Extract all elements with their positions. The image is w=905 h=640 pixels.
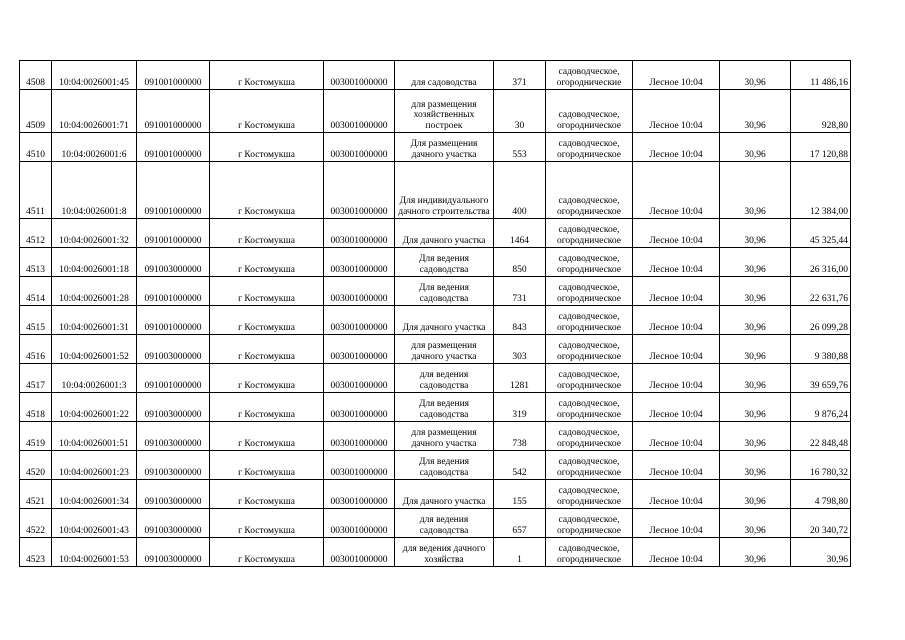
zone-cell: Лесное 10:04 [633, 133, 720, 162]
zone-cell: Лесное 10:04 [633, 61, 720, 90]
okato-code: 091001000000 [137, 90, 210, 133]
row-number: 4508 [20, 61, 52, 90]
oktmo-code: 003001000000 [324, 480, 395, 509]
zone-cell: Лесное 10:04 [633, 335, 720, 364]
cadastral-number: 10:04:0026001:34 [52, 480, 137, 509]
oktmo-code: 003001000000 [324, 451, 395, 480]
category-cell: садоводческое, огородническое [546, 219, 633, 248]
rate-cell: 30,96 [720, 162, 791, 219]
okato-code: 091003000000 [137, 393, 210, 422]
row-number: 4522 [20, 509, 52, 538]
city-cell: г Костомукша [210, 480, 324, 509]
cadastral-value-cell: 39 659,76 [791, 364, 851, 393]
oktmo-code: 003001000000 [324, 422, 395, 451]
city-cell: г Костомукша [210, 248, 324, 277]
category-cell: садоводческое, огороднические [546, 61, 633, 90]
okato-code: 091003000000 [137, 335, 210, 364]
zone-cell: Лесное 10:04 [633, 306, 720, 335]
oktmo-code: 003001000000 [324, 90, 395, 133]
oktmo-code: 003001000000 [324, 393, 395, 422]
okato-code: 091001000000 [137, 277, 210, 306]
okato-code: 091003000000 [137, 451, 210, 480]
table-row [20, 422, 851, 451]
city-cell: г Костомукша [210, 306, 324, 335]
city-cell: г Костомукша [210, 393, 324, 422]
okato-code: 091001000000 [137, 162, 210, 219]
land-use-cell: для садоводства [395, 61, 494, 90]
table-row [20, 393, 851, 422]
category-cell: садоводческое, огородническое [546, 364, 633, 393]
cadastral-number: 10:04:0026001:31 [52, 306, 137, 335]
category-cell: садоводческое, огородническое [546, 162, 633, 219]
oktmo-code: 003001000000 [324, 162, 395, 219]
category-cell: садоводческое, огородническое [546, 248, 633, 277]
table-row [20, 90, 851, 133]
cadastral-number: 10:04:0026001:32 [52, 219, 137, 248]
okato-code: 091001000000 [137, 364, 210, 393]
city-cell: г Костомукша [210, 219, 324, 248]
oktmo-code: 003001000000 [324, 219, 395, 248]
oktmo-code: 003001000000 [324, 277, 395, 306]
oktmo-code: 003001000000 [324, 133, 395, 162]
table-body [20, 61, 851, 567]
cadastral-value-cell: 12 384,00 [791, 162, 851, 219]
category-cell: садоводческое, огородническое [546, 306, 633, 335]
oktmo-code: 003001000000 [324, 364, 395, 393]
area-cell: 155 [494, 480, 546, 509]
category-cell: садоводческое, огородническое [546, 393, 633, 422]
table-row [20, 133, 851, 162]
area-cell: 1464 [494, 219, 546, 248]
land-use-cell: Для дачного участка [395, 306, 494, 335]
row-number: 4521 [20, 480, 52, 509]
area-cell: 1281 [494, 364, 546, 393]
category-cell: садоводческое, огородническое [546, 90, 633, 133]
zone-cell: Лесное 10:04 [633, 90, 720, 133]
row-number: 4519 [20, 422, 52, 451]
land-use-cell: Для ведения садоводства [395, 393, 494, 422]
okato-code: 091001000000 [137, 61, 210, 90]
zone-cell: Лесное 10:04 [633, 538, 720, 567]
oktmo-code: 003001000000 [324, 335, 395, 364]
cadastral-value-cell: 17 120,88 [791, 133, 851, 162]
row-number: 4511 [20, 162, 52, 219]
area-cell: 657 [494, 509, 546, 538]
land-use-cell: для ведения дачного хозяйства [395, 538, 494, 567]
rate-cell: 30,96 [720, 509, 791, 538]
land-use-cell: для размещения дачного участка [395, 422, 494, 451]
cadastral-value-cell: 4 798,80 [791, 480, 851, 509]
area-cell: 731 [494, 277, 546, 306]
cadastral-value-cell: 928,80 [791, 90, 851, 133]
table-row [20, 538, 851, 567]
cadastral-number: 10:04:0026001:45 [52, 61, 137, 90]
land-use-cell: Для размещения дачного участка [395, 133, 494, 162]
zone-cell: Лесное 10:04 [633, 277, 720, 306]
cadastral-value-cell: 9 876,24 [791, 393, 851, 422]
table-row [20, 451, 851, 480]
row-number: 4513 [20, 248, 52, 277]
area-cell: 30 [494, 90, 546, 133]
rate-cell: 30,96 [720, 61, 791, 90]
cadastral-number: 10:04:0026001:23 [52, 451, 137, 480]
oktmo-code: 003001000000 [324, 306, 395, 335]
category-cell: садоводческое, огородническое [546, 422, 633, 451]
row-number: 4516 [20, 335, 52, 364]
rate-cell: 30,96 [720, 306, 791, 335]
cadastral-number: 10:04:0026001:51 [52, 422, 137, 451]
city-cell: г Костомукша [210, 451, 324, 480]
land-use-cell: для ведения садоводства [395, 509, 494, 538]
oktmo-code: 003001000000 [324, 509, 395, 538]
cadastral-number: 10:04:0026001:53 [52, 538, 137, 567]
rate-cell: 30,96 [720, 133, 791, 162]
city-cell: г Костомукша [210, 335, 324, 364]
cadastral-number: 10:04:0026001:18 [52, 248, 137, 277]
land-use-cell: Для дачного участка [395, 219, 494, 248]
cadastral-value-cell: 11 486,16 [791, 61, 851, 90]
zone-cell: Лесное 10:04 [633, 248, 720, 277]
cadastral-value-cell: 45 325,44 [791, 219, 851, 248]
land-use-cell: для размещения хозяйственных построек [395, 90, 494, 133]
table-row [20, 162, 851, 219]
cadastral-number: 10:04:0026001:8 [52, 162, 137, 219]
cadastral-value-cell: 26 316,00 [791, 248, 851, 277]
row-number: 4514 [20, 277, 52, 306]
rate-cell: 30,96 [720, 219, 791, 248]
table-row [20, 219, 851, 248]
cadastral-number: 10:04:0026001:6 [52, 133, 137, 162]
cadastral-number: 10:04:0026001:3 [52, 364, 137, 393]
land-use-cell: Для ведения садоводства [395, 277, 494, 306]
cadastral-value-cell: 22 848,48 [791, 422, 851, 451]
area-cell: 542 [494, 451, 546, 480]
table-row [20, 248, 851, 277]
okato-code: 091003000000 [137, 509, 210, 538]
category-cell: садоводческое, огородническое [546, 509, 633, 538]
okato-code: 091001000000 [137, 306, 210, 335]
table-row [20, 364, 851, 393]
category-cell: садоводческое, огородническое [546, 538, 633, 567]
city-cell: г Костомукша [210, 364, 324, 393]
cadastral-value-cell: 22 631,76 [791, 277, 851, 306]
rate-cell: 30,96 [720, 538, 791, 567]
land-use-cell: Для индивидуального дачного строительства [395, 162, 494, 219]
table-row [20, 480, 851, 509]
category-cell: садоводческое, огородническое [546, 451, 633, 480]
city-cell: г Костомукша [210, 422, 324, 451]
row-number: 4517 [20, 364, 52, 393]
rate-cell: 30,96 [720, 90, 791, 133]
cadastral-value-cell: 16 780,32 [791, 451, 851, 480]
area-cell: 850 [494, 248, 546, 277]
city-cell: г Костомукша [210, 509, 324, 538]
table-row [20, 277, 851, 306]
cadastral-value-cell: 26 099,28 [791, 306, 851, 335]
row-number: 4520 [20, 451, 52, 480]
okato-code: 091003000000 [137, 248, 210, 277]
city-cell: г Костомукша [210, 90, 324, 133]
cadastral-value-cell: 20 340,72 [791, 509, 851, 538]
okato-code: 091003000000 [137, 538, 210, 567]
rate-cell: 30,96 [720, 422, 791, 451]
zone-cell: Лесное 10:04 [633, 162, 720, 219]
area-cell: 319 [494, 393, 546, 422]
zone-cell: Лесное 10:04 [633, 364, 720, 393]
oktmo-code: 003001000000 [324, 538, 395, 567]
cadastral-number: 10:04:0026001:52 [52, 335, 137, 364]
city-cell: г Костомукша [210, 162, 324, 219]
land-register-table [19, 60, 851, 567]
category-cell: садоводческое, огородническое [546, 480, 633, 509]
area-cell: 400 [494, 162, 546, 219]
land-use-cell: для ведения садоводства [395, 364, 494, 393]
row-number: 4509 [20, 90, 52, 133]
zone-cell: Лесное 10:04 [633, 509, 720, 538]
rate-cell: 30,96 [720, 393, 791, 422]
city-cell: г Костомукша [210, 277, 324, 306]
category-cell: садоводческое, огородническое [546, 277, 633, 306]
city-cell: г Костомукша [210, 61, 324, 90]
cadastral-number: 10:04:0026001:22 [52, 393, 137, 422]
zone-cell: Лесное 10:04 [633, 219, 720, 248]
table-row [20, 335, 851, 364]
row-number: 4523 [20, 538, 52, 567]
row-number: 4512 [20, 219, 52, 248]
row-number: 4518 [20, 393, 52, 422]
rate-cell: 30,96 [720, 277, 791, 306]
category-cell: садоводческое, огородническое [546, 133, 633, 162]
area-cell: 371 [494, 61, 546, 90]
zone-cell: Лесное 10:04 [633, 393, 720, 422]
zone-cell: Лесное 10:04 [633, 422, 720, 451]
okato-code: 091003000000 [137, 422, 210, 451]
cadastral-number: 10:04:0026001:43 [52, 509, 137, 538]
city-cell: г Костомукша [210, 133, 324, 162]
land-use-cell: Для ведения садоводства [395, 248, 494, 277]
oktmo-code: 003001000000 [324, 61, 395, 90]
rate-cell: 30,96 [720, 451, 791, 480]
table-row [20, 61, 851, 90]
okato-code: 091001000000 [137, 219, 210, 248]
area-cell: 738 [494, 422, 546, 451]
land-use-cell: для размещения дачного участка [395, 335, 494, 364]
cadastral-number: 10:04:0026001:71 [52, 90, 137, 133]
land-use-cell: Для дачного участка [395, 480, 494, 509]
category-cell: садоводческое, огородническое [546, 335, 633, 364]
land-use-cell: Для ведения садоводства [395, 451, 494, 480]
area-cell: 303 [494, 335, 546, 364]
cadastral-value-cell: 30,96 [791, 538, 851, 567]
area-cell: 553 [494, 133, 546, 162]
city-cell: г Костомукша [210, 538, 324, 567]
area-cell: 843 [494, 306, 546, 335]
rate-cell: 30,96 [720, 364, 791, 393]
area-cell: 1 [494, 538, 546, 567]
okato-code: 091001000000 [137, 133, 210, 162]
rate-cell: 30,96 [720, 248, 791, 277]
row-number: 4510 [20, 133, 52, 162]
oktmo-code: 003001000000 [324, 248, 395, 277]
table-row [20, 509, 851, 538]
rate-cell: 30,96 [720, 335, 791, 364]
zone-cell: Лесное 10:04 [633, 480, 720, 509]
row-number: 4515 [20, 306, 52, 335]
table-row [20, 306, 851, 335]
cadastral-value-cell: 9 380,88 [791, 335, 851, 364]
zone-cell: Лесное 10:04 [633, 451, 720, 480]
cadastral-number: 10:04:0026001:28 [52, 277, 137, 306]
rate-cell: 30,96 [720, 480, 791, 509]
okato-code: 091003000000 [137, 480, 210, 509]
